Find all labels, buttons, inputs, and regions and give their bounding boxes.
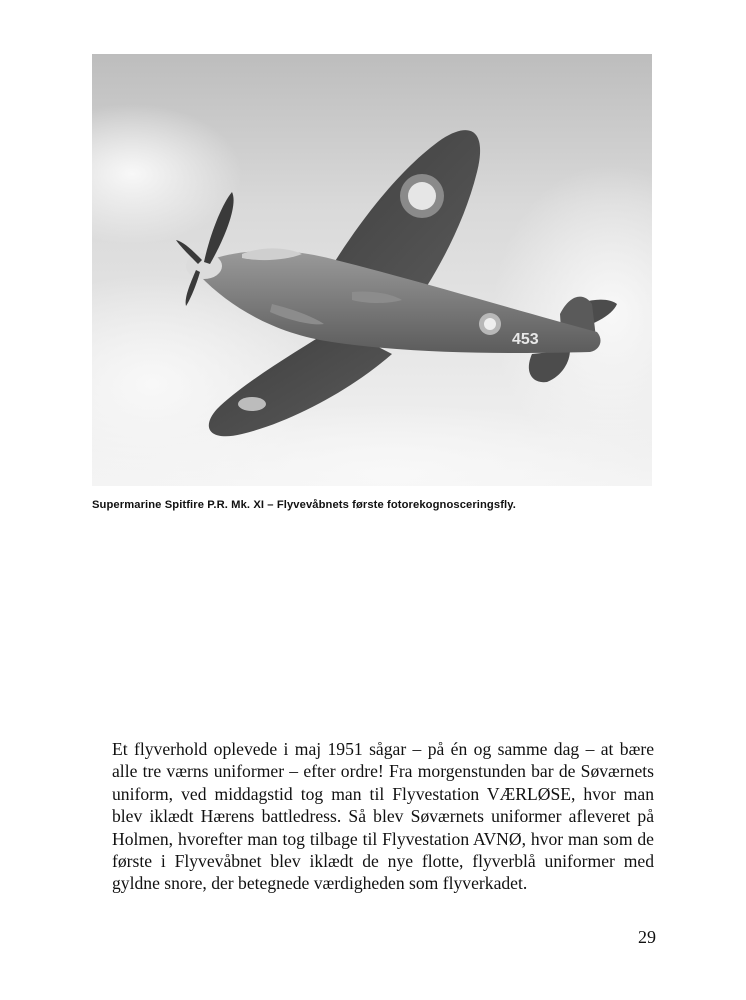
tail-code: 453 [512, 331, 539, 348]
roundel [238, 397, 266, 411]
figure-caption: Supermarine Spitfire P.R. Mk. XI – Flyvevåbnets første fotorekognosceringsfly. [92, 499, 516, 511]
body-paragraph: Et flyverhold oplevede i maj 1951 sågar – på én og samme dag – at bære alle tre værns uniformer – efter ordre! Fra morgenstunden bar de Søværnets uniform, ved middagstid tog man til Flyvestation VÆRLØSE, hvor man blev iklædt Hærens battledress. Så blev Søværnets uniformer afleveret på Holmen, hvorefter man tog tilbage til Flyvestation AVNØ, hvor man som de første i Flyvevåbnet blev iklædt de nye flotte, flyverblå uniformer med gyldne snore, der betegnede værdigheden som flyverkadet. [112, 739, 654, 894]
spitfire-illustration [92, 54, 652, 486]
spitfire-photo [92, 54, 652, 486]
fuselage-roundel-inner [484, 318, 496, 330]
page-number: 29 [638, 927, 656, 947]
roundel-inner [408, 182, 436, 210]
